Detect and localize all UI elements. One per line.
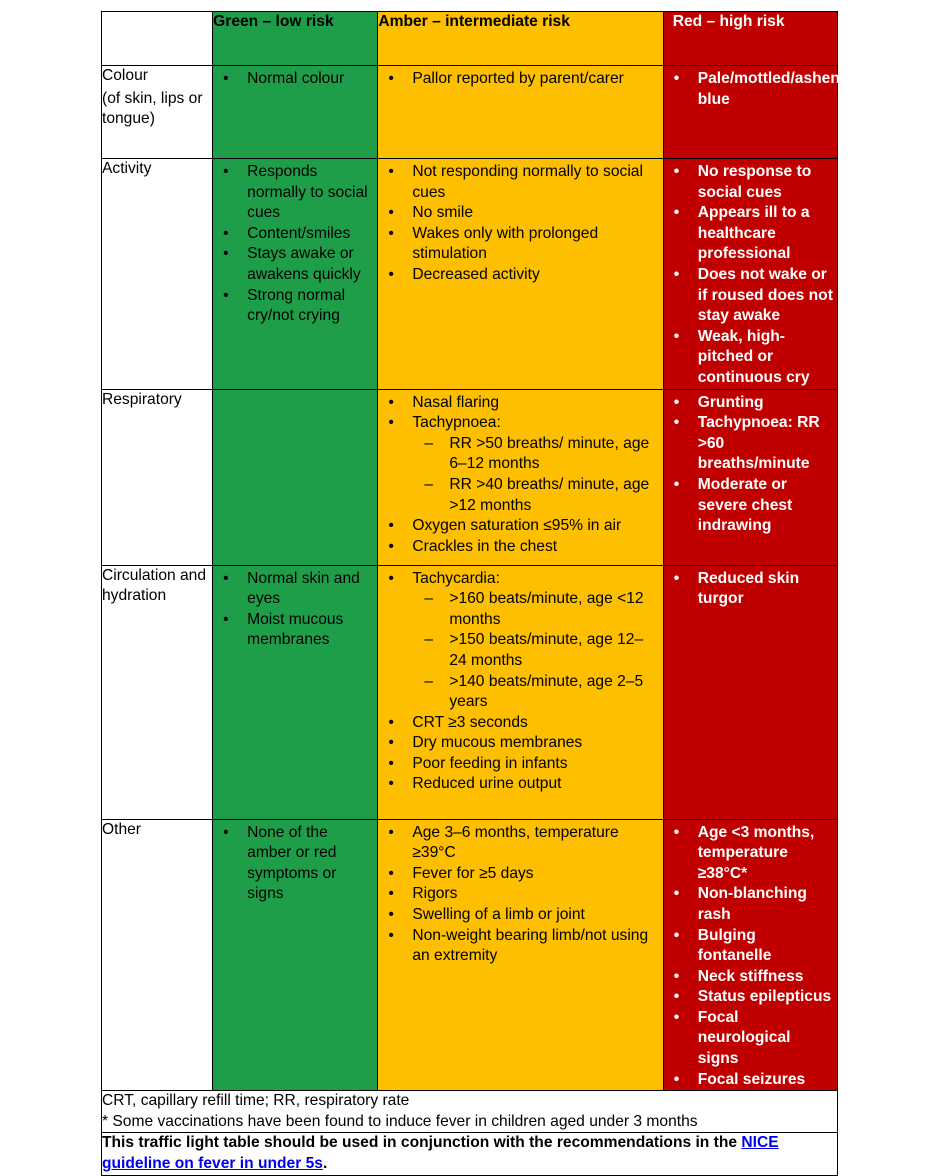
amber-item — [388, 926, 658, 967]
amber-sublist — [412, 434, 658, 516]
header-amber: Amber – intermediate risk — [378, 12, 663, 66]
amber-item — [388, 265, 658, 286]
nice-guideline-link[interactable]: NICE guideline on fever in under 5s — [102, 1134, 779, 1173]
guideline-text-end: . — [322, 1155, 328, 1173]
red-item: • Pale/mottled/ashen/ blue — [674, 69, 833, 110]
row-label-cell — [102, 819, 213, 1091]
amber-item — [388, 754, 658, 775]
red-item: • Does not wake or if roused does not stay awake — [674, 265, 833, 327]
amber-item — [388, 823, 658, 864]
row-label: Other — [102, 820, 141, 838]
green-cell — [213, 565, 378, 819]
amber-cell — [378, 66, 663, 159]
amber-subitem: – >140 beats/minute, age 2–5 years — [424, 672, 658, 713]
red-item: • No response to social cues — [674, 162, 833, 203]
amber-cell — [378, 159, 663, 390]
amber-item-text: Swelling of a limb or joint — [412, 905, 585, 923]
green-cell — [213, 159, 378, 390]
green-item: • Responds normally to social cues — [223, 162, 373, 224]
amber-item — [388, 393, 658, 414]
amber-item — [388, 905, 658, 926]
footnote-row — [102, 1091, 838, 1133]
red-item: • Grunting — [674, 393, 833, 414]
amber-item-text: Wakes only with prolonged stimulation — [412, 224, 599, 263]
table-row — [102, 565, 838, 819]
red-item: • Non-blanching rash — [674, 884, 833, 925]
green-list — [213, 66, 377, 90]
amber-item-text: Poor feeding in infants — [412, 754, 568, 772]
amber-item-text: Fever for ≥5 days — [412, 864, 534, 882]
green-cell — [213, 389, 378, 565]
row-label-cell — [102, 389, 213, 565]
amber-list — [378, 820, 662, 967]
amber-item-text: Pallor reported by parent/carer — [412, 70, 624, 87]
green-list — [213, 159, 377, 327]
amber-item-text: Tachycardia: — [412, 569, 500, 587]
amber-item-text: Oxygen saturation ≤95% in air — [412, 517, 622, 535]
red-item: • Bulging fontanelle — [674, 926, 833, 967]
guideline-row — [102, 1133, 838, 1175]
amber-item-text: Age 3–6 months, temperature ≥39°C — [412, 823, 619, 862]
red-item: • Appears ill to a healthcare professional — [674, 203, 833, 265]
red-item: • Focal seizures — [674, 1070, 833, 1091]
amber-item-text: Rigors — [412, 885, 458, 903]
red-cell — [663, 66, 845, 159]
amber-list — [378, 159, 662, 286]
amber-sublist — [412, 589, 658, 713]
red-list — [664, 566, 837, 610]
amber-list — [378, 390, 662, 558]
table-body — [102, 12, 845, 1176]
red-cell — [663, 389, 837, 565]
guideline-cell — [102, 1133, 838, 1175]
green-item: • Stays awake or awakens quickly — [223, 244, 373, 285]
green-item: • Normal colour — [223, 69, 373, 90]
table-row — [102, 66, 838, 159]
amber-item-text: Not responding normally to social cues — [412, 163, 643, 201]
amber-item-text: Non-weight bearing limb/not using an extremity — [412, 926, 649, 965]
red-list — [664, 159, 837, 389]
amber-item — [388, 733, 658, 754]
row-label-sub: (of skin, lips or tongue) — [102, 89, 203, 128]
green-list — [213, 820, 377, 905]
red-item: • Weak, high-pitched or continuous cry — [674, 327, 833, 389]
row-label-cell — [102, 565, 213, 819]
amber-item-text: Tachypnoea: — [412, 414, 501, 432]
amber-item — [388, 569, 658, 713]
row-label: Respiratory — [102, 390, 182, 408]
red-cell — [663, 565, 837, 819]
green-item: • None of the amber or red symptoms or signs — [223, 823, 373, 905]
amber-item — [388, 224, 658, 265]
footnote-cell — [102, 1091, 838, 1133]
red-item: • Neck stiffness — [674, 967, 833, 988]
amber-item-text: No smile — [412, 204, 474, 222]
green-item: • Normal skin and eyes — [223, 569, 373, 610]
header-green: Green – low risk — [213, 12, 378, 66]
amber-item — [388, 413, 658, 516]
red-item: • Status epilepticus — [674, 987, 833, 1008]
green-item: • Content/smiles — [223, 224, 373, 245]
header-empty-cell — [102, 12, 213, 66]
guideline-text: This traffic light table should be used in conjunction with the recommendations in the — [102, 1134, 742, 1152]
red-item: • Reduced skin turgor — [674, 569, 833, 610]
red-cell — [663, 159, 837, 390]
amber-item — [388, 713, 658, 734]
green-item: • Strong normal cry/not crying — [223, 286, 373, 327]
amber-item — [388, 864, 658, 885]
header-row — [102, 12, 838, 66]
header-red: Red – high risk — [663, 12, 837, 66]
red-item: • Age <3 months, temperature ≥38°C* — [674, 823, 833, 885]
amber-item-text: Dry mucous membranes — [412, 734, 583, 752]
amber-item-text: Crackles in the chest — [412, 537, 558, 555]
vaccination-note: * Some vaccinations have been found to induce fever in children aged under 3 months — [102, 1112, 698, 1130]
table-row — [102, 819, 838, 1091]
row-label: Colour — [102, 67, 148, 84]
amber-item-text: Decreased activity — [412, 265, 540, 283]
red-list — [664, 820, 837, 1091]
row-label: Circulation and hydration — [102, 566, 207, 605]
amber-subitem: – RR >40 breaths/ minute, age >12 months — [424, 475, 658, 516]
amber-item — [388, 162, 658, 203]
green-item: • Moist mucous membranes — [223, 610, 373, 651]
row-label: Activity — [102, 160, 152, 177]
row-label-cell — [102, 66, 213, 159]
red-item: • Focal neurological signs — [674, 1008, 833, 1070]
amber-item-text: Reduced urine output — [412, 775, 562, 793]
amber-item-text: CRT ≥3 seconds — [412, 713, 528, 731]
amber-list — [378, 566, 662, 796]
table-row — [102, 159, 838, 390]
abbreviations-note: CRT, capillary refill time; RR, respiratory rate — [102, 1092, 410, 1110]
amber-item — [388, 537, 658, 558]
red-list — [664, 390, 837, 537]
amber-item — [388, 516, 658, 537]
row-label-cell — [102, 159, 213, 390]
amber-item — [388, 203, 658, 224]
amber-cell — [378, 565, 663, 819]
green-list — [213, 566, 377, 651]
amber-item — [388, 884, 658, 905]
amber-item — [388, 774, 658, 795]
amber-subitem: – >160 beats/minute, age <12 months — [424, 589, 658, 630]
red-list — [664, 66, 845, 110]
green-cell — [213, 66, 378, 159]
red-cell — [663, 819, 837, 1091]
amber-cell — [378, 819, 663, 1091]
traffic-light-table — [101, 11, 845, 1176]
amber-item — [388, 69, 658, 90]
red-item: • Moderate or severe chest indrawing — [674, 475, 833, 537]
amber-subitem: – >150 beats/minute, age 12–24 months — [424, 630, 658, 671]
green-cell — [213, 819, 378, 1091]
amber-cell — [378, 389, 663, 565]
table-row — [102, 389, 838, 565]
amber-list — [378, 66, 662, 90]
amber-item-text: Nasal flaring — [412, 393, 500, 411]
amber-subitem: – RR >50 breaths/ minute, age 6–12 months — [424, 434, 658, 475]
red-item: • Tachypnoea: RR >60 breaths/minute — [674, 413, 833, 475]
